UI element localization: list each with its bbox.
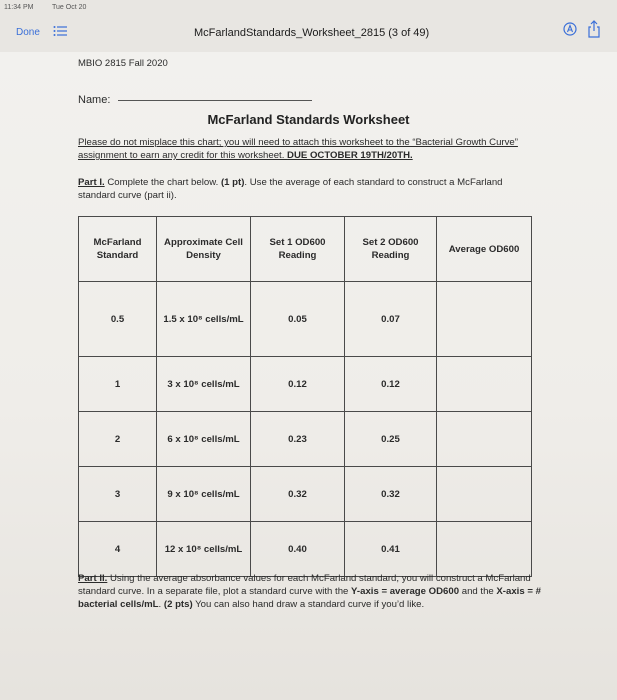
table-cell: 0.32	[251, 467, 345, 522]
table-cell: 6 x 10⁸ cells/mL	[157, 412, 251, 467]
share-icon[interactable]	[587, 20, 601, 38]
status-date: Tue Oct 20	[52, 4, 87, 11]
table-cell: 0.07	[345, 282, 437, 357]
table-cell: 0.12	[251, 357, 345, 412]
part1-label: Part I.	[78, 177, 105, 188]
nav-bar	[0, 12, 617, 53]
table-cell: 1.5 x 10⁸ cells/mL	[157, 282, 251, 357]
part2-label: Part II.	[78, 573, 108, 584]
table-header: Approximate Cell Density	[157, 217, 251, 282]
done-button[interactable]: Done	[16, 27, 40, 38]
name-label: Name:	[78, 94, 111, 106]
table-row	[79, 357, 532, 412]
due-date: DUE OCTOBER 19TH/20TH.	[287, 150, 413, 161]
status-time: 11:34 PM	[4, 4, 34, 11]
part1-instructions: Part I. Complete the chart below. (1 pt). Use the average of each standard to construct a McFarland standard curve (part ii).	[78, 177, 503, 201]
table-cell: 3 x 10⁸ cells/mL	[157, 357, 251, 412]
table-cell: 3	[79, 467, 157, 522]
table-cell: 0.32	[345, 467, 437, 522]
table-cell	[437, 357, 532, 412]
table-header: McFarland Standard	[79, 217, 157, 282]
worksheet-page	[0, 52, 617, 700]
table-cell	[437, 467, 532, 522]
table-row	[79, 467, 532, 522]
table-cell	[437, 522, 532, 577]
table-cell: 0.41	[345, 522, 437, 577]
table-cell	[437, 282, 532, 357]
table-row	[79, 412, 532, 467]
notice-text: Please do not misplace this chart; you will need to attach this worksheet to the “Bacterial Growth Curve” assignment to earn any credit for this worksheet. DUE OCTOBER 19TH/20TH.	[78, 137, 518, 161]
table-cell: 0.23	[251, 412, 345, 467]
table-cell: 9 x 10⁸ cells/mL	[157, 467, 251, 522]
table-cell: 0.05	[251, 282, 345, 357]
course-label: MBIO 2815 Fall 2020	[78, 58, 168, 69]
table-cell: 0.25	[345, 412, 437, 467]
table-header: Set 1 OD600 Reading	[251, 217, 345, 282]
table-row	[79, 282, 532, 357]
table-cell: 2	[79, 412, 157, 467]
table-cell	[437, 412, 532, 467]
table-header-row	[79, 217, 532, 282]
doc-title: McFarlandStandards_Worksheet_2815 (3 of 49)	[194, 27, 430, 39]
table-cell: 1	[79, 357, 157, 412]
list-icon[interactable]	[53, 25, 67, 37]
table-cell: 12 x 10⁸ cells/mL	[157, 522, 251, 577]
name-line	[118, 100, 312, 101]
table-cell: 0.12	[345, 357, 437, 412]
worksheet-title: McFarland Standards Worksheet	[207, 112, 410, 127]
table-cell: 0.5	[79, 282, 157, 357]
markup-icon[interactable]	[563, 22, 577, 36]
table-header: Set 2 OD600 Reading	[345, 217, 437, 282]
table-row	[79, 522, 532, 577]
part2-instructions: Part II. Using the average absorbance values for each McFarland standard, you will construct a McFarland standard curve. In a separate file, plot a standard curve with the Y-axis = average OD600 and the X-axis = # bacterial cells/mL. (2 pts) You can also hand draw a standard curve if you’d like.	[78, 573, 541, 610]
table-header: Average OD600	[437, 217, 532, 282]
table-cell: 4	[79, 522, 157, 577]
table-cell: 0.40	[251, 522, 345, 577]
mcfarland-table	[78, 216, 532, 577]
